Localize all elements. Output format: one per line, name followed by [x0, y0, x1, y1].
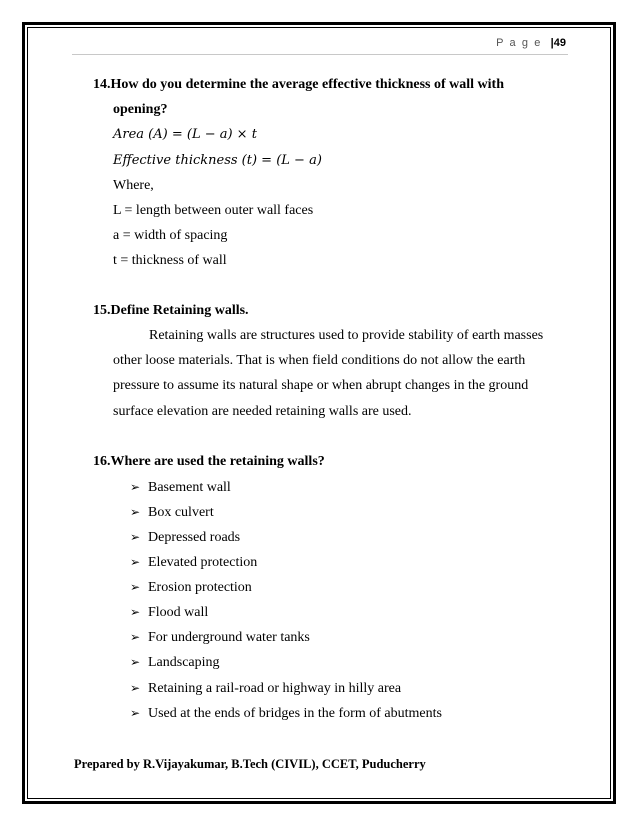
list-item-text: Box culvert: [148, 505, 214, 520]
list-item-text: Flood wall: [148, 605, 209, 620]
arrow-bullet-icon: ➢: [130, 605, 141, 619]
list-item: [130, 500, 214, 525]
list-item-text: Erosion protection: [148, 580, 252, 595]
arrow-bullet-icon: ➢: [130, 706, 141, 720]
q14-title: [93, 72, 504, 97]
footer-credit: Prepared by R.Vijayakumar, B.Tech (CIVIL), CCET, Puducherry: [74, 757, 426, 771]
q14-def-t: t = thickness of wall: [113, 253, 227, 268]
list-item: [130, 575, 252, 600]
page-number: 49: [553, 37, 566, 49]
page-number-header: [496, 37, 566, 49]
list-item: [130, 600, 208, 625]
q15-title-text: Define Retaining walls.: [110, 303, 249, 318]
q15-number: 15.: [93, 303, 111, 318]
list-item-text: Used at the ends of bridges in the form of abutments: [148, 706, 442, 721]
page-label: P a g e: [496, 37, 543, 49]
page-separator: |: [550, 37, 554, 49]
list-item: [130, 676, 401, 701]
arrow-bullet-icon: ➢: [130, 505, 141, 519]
q14-formula-area: Area (A) = (L − a) × t: [113, 127, 257, 142]
list-item-text: For underground water tanks: [148, 630, 310, 645]
q14-title-line2: opening?: [113, 102, 168, 117]
arrow-bullet-icon: ➢: [130, 580, 141, 594]
q16-title: [93, 449, 325, 474]
q16-title-text: Where are used the retaining walls?: [110, 454, 325, 469]
header-rule: [72, 54, 568, 55]
arrow-bullet-icon: ➢: [130, 530, 141, 544]
list-item-text: Landscaping: [148, 655, 220, 670]
arrow-bullet-icon: ➢: [130, 655, 141, 669]
list-item-text: Retaining a rail-road or highway in hilly area: [148, 681, 402, 696]
list-item-text: Basement wall: [148, 480, 231, 495]
list-item-text: Elevated protection: [148, 555, 258, 570]
q14-where: Where,: [113, 178, 154, 193]
q14-formula-thickness: Effective thickness (t) = (L − a): [113, 153, 322, 168]
arrow-bullet-icon: ➢: [130, 480, 141, 494]
q15-para-line2: other loose materials. That is when field conditions do not allow the earth: [113, 353, 526, 368]
list-item: [130, 525, 240, 550]
q15-title: [93, 298, 249, 323]
list-item: [130, 475, 231, 500]
q14-title-line1: How do you determine the average effective thickness of wall with: [110, 77, 504, 92]
arrow-bullet-icon: ➢: [130, 681, 141, 695]
list-item-text: Depressed roads: [148, 530, 241, 545]
list-item: [130, 701, 442, 726]
arrow-bullet-icon: ➢: [130, 630, 141, 644]
q14-def-L: L = length between outer wall faces: [113, 203, 314, 218]
q14-def-a: a = width of spacing: [113, 228, 228, 243]
list-item: [130, 650, 220, 675]
q15-para-line1: Retaining walls are structures used to provide stability of earth masses: [149, 328, 544, 343]
q15-para-line3: pressure to assume its natural shape or when abrupt changes in the ground: [113, 378, 529, 393]
q14-number: 14.: [93, 77, 111, 92]
list-item: [130, 625, 310, 650]
q15-para-line4: surface elevation are needed retaining walls are used.: [113, 404, 412, 419]
list-item: [130, 550, 257, 575]
arrow-bullet-icon: ➢: [130, 555, 141, 569]
q16-number: 16.: [93, 454, 111, 469]
